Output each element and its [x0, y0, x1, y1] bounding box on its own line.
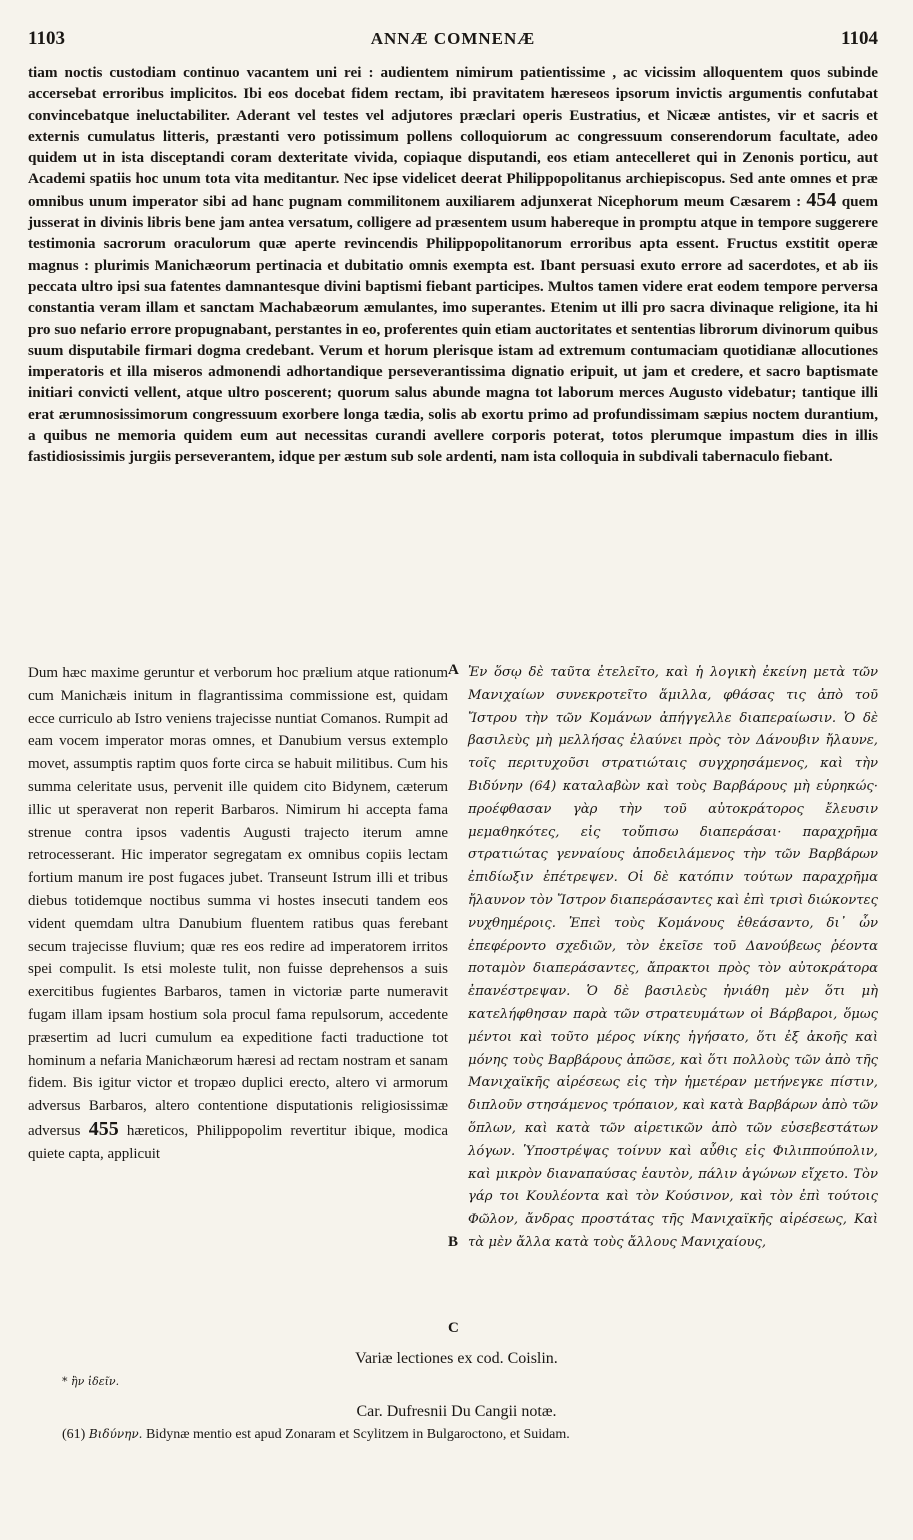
footnote-61: [62, 1427, 882, 1443]
page-header: [28, 28, 878, 58]
variae-lectiones-title: Variæ lectiones ex cod. Coislin.: [355, 1350, 558, 1367]
latin-column-part-1: Dum hæc maxime geruntur et verborum hoc prælium atque rationum cum Manichæis initum in flagrantissima commissione est, quidam ecce curriculo ab Istro veniens trajecisse nuntiat Comanos. Rumpit ad eam vocem imperator moras omnes, et Danubium versus extemplo movet, assumptis raptim quos forte circa se habuit militibus. Cum his summa celeritate usus, pervenit ille quidem cito Bidynem, cæterum illic ut speraverat non reperit Barbaros. Nimirum hi accepta fama strenue contra ipsos vadentis Augusti trajecto iterum amne retrocesserant. Hic imperator segregatam ex omnibus copiis lectam fortium manum ire post fugaces jubet. Transeunt Istrum illi et tribus diebus totidemque noctibus summa vi hostes insecuti tandem eos vident quemdam ultra Danubium fluentem ratibus quas ferebant secum trajecisse fluvium; quæ res eos redire ad imperatorem irritos spei compulit. Is etsi moleste tulit, non fuisse deprehensos a suis exercitibus fugientes Barbaros, tamen in victoriæ parte numeravit fugam illam ipsam hostium sola procul fama repulsorum, accedente præsertim ad lucri cumulum ea expeditione facti traductione tot hominum a nefaria Manichæorum hæresi ad rectam nostram et sanam fidem. Bis igitur victor et tropæo duplici erecto, altero vi armorum adversus Barbaros, altero contentione disputationis religiosissimæ adversus: [28, 665, 448, 1139]
page-marker-455: 455: [88, 1117, 119, 1140]
latin-main-paragraph: [28, 62, 878, 468]
greek-column-text: Ἐν ὅσῳ δὲ ταῦτα ἐτελεῖτο, καὶ ἡ λογικὴ ἐκείνη μετὰ τῶν Μανιχαίων συνεκροτεῖτο ἅμιλλα, φθάσας τις ἀπὸ τοῦ Ἴστρου τὴν τῶν Κομάνων ἀπήγγελλε διαπεραίωσιν. Ὁ δὲ βασιλεὺς μὴ μελλήσας ἐλαύνει πρὸς τὸν Δάνουβιν ἤλαυνε, τοῖς περιτυχοῦσι στρατιώταις συγχρησάμενος, καὶ τὴν Βιδύνην (64) καταλαβὼν καὶ τοὺς Βαρβάρους μὴ εὑρηκώς· προέφθασαν γὰρ τὴν τοῦ αὐτοκράτορος ἔλευσιν μεμαθηκότες, εἰς τοὔπισω διαπεράσαι· παραχρῆμα στρατιώτας γενναίους ἀποδειλάμενος τὴν τῶν Βαρβάρων ἐπιδίωξιν ἐπέτρεψεν. Οἱ δὲ κατόπιν τούτων παραχρῆμα ἤλαυνον τὸν Ἴστρον διαπεράσαντες καὶ ἐπὶ τρισὶ διώκοντες νυχθημέροις. Ἐπεὶ τοὺς Κομάνους ἐθεάσαντο, δι᾽ ὧν ἐπεφέροντο σχεδιῶν, τὸν ἐκεῖσε τοῦ Δανούβεως ῥέοντα ποταμὸν διαπεράσαντες, ἄπρακτοι πρὸς τὸν αὐτοκράτορα ἐπανέστρεψαν. Ὁ δὲ βασιλεὺς ἠνιάθη μὲν ὅτι μὴ κατελήφθησαν παρὰ τῶν στρατευμάτων οἱ Βάρβαροι, ὅμως μέντοι καὶ τοῦτο μέρος νίκης ἡγήσατο, ὅτι ἐξ ἀκοῆς καὶ μόνης τοὺς Βαρβάρους ἀπῶσε, καὶ ὅτι πολλοὺς τῶν ἀπὸ τῆς Μανιχαϊκῆς αἱρέσεως εἰς τὴν ἡμετέραν μετήνεγκε πίστιν, διπλοῦν στησάμενος τρόπαιον, καὶ κατὰ Βαρβάρων ἀπὸ τῶν ὅπλων, καὶ κατὰ τῶν αἱρετικῶν ἀπὸ τῶν εὐσεβεστάτων λόγων. Ὑποστρέψας τοίνυν καὶ αὖθις εἰς Φιλιππούπολιν, καὶ μικρὸν διαναπαύσας ἑαυτὸν, πάλιν ἀγώνων εἴχετο. Τὸν γάρ τοι Κουλέοντα καὶ τὸν Κούσινον, καὶ τὸν ἐπὶ τούτοις Φῶλον, ἄνδρας προστάτας τῆς Μανιχαϊκῆς αἱρέσεως, Καὶ τὰ μὲν ἄλλα κατὰ τοὺς ἄλλους Μανιχαίους,: [468, 665, 878, 1250]
margin-letter-c: C: [448, 1320, 459, 1336]
latin-column-part-2: hæreticos, Philippopolim revertitur ibique, modica quiete capta, applicuit: [28, 1122, 448, 1162]
footnote-text: Bidynæ mentio est apud Zonaram et Scylitzem in Bulgaroctono, et Suidam.: [145, 1427, 570, 1442]
page-marker-454: 454: [806, 188, 837, 211]
variae-lectiones-note: * ἢν ἰδεῖν.: [62, 1375, 120, 1388]
latin-column: [28, 662, 448, 1166]
page-number-right: 1104: [841, 28, 878, 49]
greek-column: [468, 662, 878, 1255]
page-number-left: 1103: [28, 28, 65, 49]
footnote-number: (61): [62, 1427, 86, 1442]
margin-letter-a: A: [448, 662, 459, 678]
running-title: ANNÆ COMNENÆ: [370, 29, 536, 48]
paragraph-part-2: quem jusserat in divinis libris bene jam antea versatum, colligere ad præsentem usum habereque in promptu atque in tempore suggerere testimonia sacrorum oraculorum quæ aperte revincendis Philippopolitanorum erroribus apta essent. Fructus exstitit operæ magnus : plurimis Manichæorum pertinacia et dubitatio omnis exempta est. Ibant persuasi exuto errore ad sacerdotes, et ab iis peccata ultro ipsi sua fatentes damnantesque divini baptismi fiebant participes. Multos tamen videre erat eodem tempore perversa constantia veram illam et sanctam Machabæorum æmulantes, imo superantes. Etenim ut illi pro sacra divinaque religione, ita hi pro suo nefario errore propugnabant, perstantes in eo, proferentes quin etiam auctoritates et sententias librorum divinorum quibus suum disputabile firmari dogma credebant. Verum et horum plerisque istam ad extremum contumaciam quotidianæ allocutiones imperatoris et illa miseros admonendi adhortandique perseverantissima dignatio eripuit, ut jam et credere, et sacro baptismate initiari convicti vellent, atque ultro poscerent; quorum salus abunde magna tot laborum merces Augusto videbatur; tantique illi erat ærumnosissimorum congressuum exorbere longa tædia, solis ab exortu primo ad profundissimam sæpius noctem durantium, a quibus ne memoria quidem eum aut necessitas curandi avellere corporis poterat, totos plerumque impastum dies in illis fastidiosissimis jurgiis perseverantem, idque per æstum sub sole ardenti, nam ista colloquia in subdivali tabernaculo fiebant.: [28, 192, 878, 466]
paragraph-part-1: tiam noctis custodiam continuo vacantem uni rei : audientem nimirum patientissime , ac vicissim alloquentem quos subinde accersebat erroribus implicitos. Ibi eos docebat fidem rectam, ibi pravitatem hæreseos ipsorum invictis argumentis confutabat convincebatque ineluctabiliter. Aderant vel testes vel adjutores præclari operis Eustratius, et Nicææ antistes, vir et sacris et externis cumulatus litteris, præstanti vero potissimum pollens colloquiorum ac congressuum conserendorum facultate, adeo quidem ut in ista disceptandi coram dexteritate vivida, copiaque disputandi, eos etiam antecelleret qui in Zenonis porticu, aut Academi spatiis hoc unum tota vita meditantur. Nec ipse videlicet deerat Philippopolitanus archiepiscopus. Sed ante omnes et præ omnibus unum imperator sibi ad hanc pugnam commilitonem auxiliarem adjunxerat Nicephorum meum Cæsarem :: [28, 64, 878, 210]
footnote-greek-term: Βιδύνην.: [88, 1427, 143, 1441]
margin-letter-b: B: [448, 1234, 459, 1250]
notes-title: Car. Dufresnii Du Cangii notæ.: [356, 1403, 557, 1420]
